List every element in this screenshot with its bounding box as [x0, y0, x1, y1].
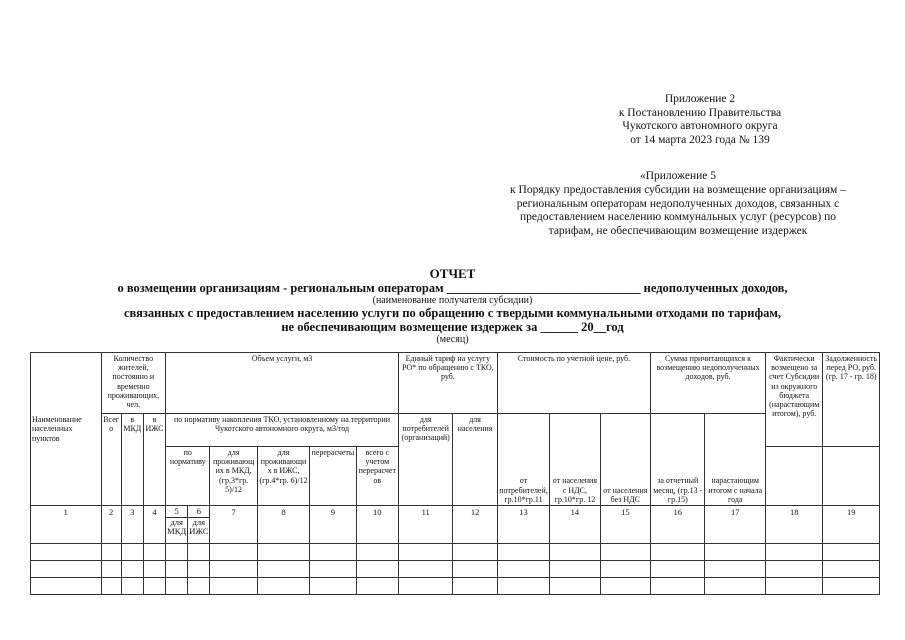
table-cell[interactable]: [823, 578, 880, 595]
table-cell[interactable]: [31, 561, 102, 578]
header-actual-blank: [765, 447, 822, 506]
header-total: Всего: [101, 414, 121, 506]
col-number: 1: [31, 506, 102, 544]
table-cell[interactable]: [453, 561, 497, 578]
appendix-line: к Постановлению Правительства: [618, 106, 782, 119]
table-cell[interactable]: [210, 561, 257, 578]
header-actual: Фактически возмещено за счет Субсидии из окружного бюджета (нарастающим итогом), руб.: [765, 353, 822, 447]
col-number: 17: [705, 506, 765, 544]
sub-mkd-label: для МКД: [167, 517, 187, 537]
table-cell[interactable]: [188, 578, 210, 595]
header-from-pop-novat: от населения без НДС: [600, 414, 650, 506]
col-number: 7: [210, 506, 257, 544]
table-cell[interactable]: [765, 561, 822, 578]
col-number: 3: [121, 506, 143, 544]
table-cell[interactable]: [166, 578, 188, 595]
col-number: 14: [550, 506, 600, 544]
table-cell[interactable]: [101, 561, 121, 578]
header-mkd-residents: для проживающих в МКД, (гр.3*гр. 5)/12: [210, 447, 257, 506]
table-cell[interactable]: [143, 561, 165, 578]
col-number: 13: [497, 506, 549, 544]
table-cell[interactable]: [166, 544, 188, 561]
column-numbers-row: [31, 506, 880, 544]
table-cell[interactable]: [398, 578, 452, 595]
table-cell[interactable]: [166, 561, 188, 578]
table-cell[interactable]: [705, 544, 765, 561]
header-by-norm: по нормативу: [166, 447, 210, 506]
header-mkd: в МКД: [121, 414, 143, 506]
table-cell[interactable]: [356, 544, 398, 561]
table-cell[interactable]: [651, 561, 705, 578]
report-title-line: связанных с предоставлением населению услуги по обращению с твердыми коммунальными отходами по тарифам,: [123, 306, 782, 320]
col-number: 15: [600, 506, 650, 544]
table-cell[interactable]: [823, 544, 880, 561]
col-number: 10: [356, 506, 398, 544]
col-number: 4: [143, 506, 165, 544]
appendix-line: от 14 марта 2023 года № 139: [630, 133, 770, 146]
header-population: для населения: [453, 414, 497, 506]
table-cell[interactable]: [188, 561, 210, 578]
header-settlements: Наименование населенных пунктов: [31, 353, 102, 506]
table-cell[interactable]: [257, 561, 309, 578]
table-cell[interactable]: [257, 544, 309, 561]
table-cell[interactable]: [497, 544, 549, 561]
header-from-pop-vat: от населения с НДС, гр.10*гр. 12: [550, 414, 600, 506]
table-cell[interactable]: [356, 578, 398, 595]
col-number: 9: [310, 506, 356, 544]
col-number-6: 6 для ИЖС: [188, 506, 210, 544]
header-consumers: для потребителей (организаций): [398, 414, 452, 506]
appendix-line: к Порядку предоставления субсидии на возмещение организациям –: [510, 183, 846, 196]
table-cell[interactable]: [453, 578, 497, 595]
header-cumulative: нарастающим итогом с начала года: [705, 414, 765, 506]
appendix-line: предоставлением населению коммунальных услуг (ресурсов) по: [520, 211, 836, 224]
table-cell[interactable]: [31, 544, 102, 561]
header-volume: Объем услуги, м3: [166, 353, 399, 414]
table-cell[interactable]: [121, 578, 143, 595]
table-cell[interactable]: [550, 578, 600, 595]
table-cell[interactable]: [550, 544, 600, 561]
col-number-5: 5 для МКД: [166, 506, 188, 544]
table-cell[interactable]: [497, 578, 549, 595]
table-cell[interactable]: [210, 578, 257, 595]
report-title-line: о возмещении организациям - региональным операторам _______________________________ недополученных доходов,: [117, 281, 788, 295]
table-cell[interactable]: [497, 561, 549, 578]
table-cell[interactable]: [600, 578, 650, 595]
table-cell[interactable]: [121, 561, 143, 578]
report-title-line: не обеспечивающим возмещение издержек за ______ 20__год: [281, 320, 624, 334]
header-period: за отчетный месяц, (гр.13 - гр.15): [651, 414, 705, 506]
table-cell[interactable]: [310, 544, 356, 561]
header-cost: Стоимость по учетной цене, руб.: [497, 353, 650, 414]
header-izhs-residents: для проживающих в ИЖС, (гр.4*гр. 6)/12: [257, 447, 309, 506]
header-debt: Задолженность перед РО, руб. (гр. 17 - гр. 18): [823, 353, 880, 447]
header-total-recalc: всего с учетом перерасчетов: [356, 447, 398, 506]
table-cell[interactable]: [257, 578, 309, 595]
header-debt-blank: [823, 447, 880, 506]
sub-izhs-label: для ИЖС: [189, 517, 209, 537]
header-tariff: Единый тариф на услугу РО* по обращению с ТКО, руб.: [398, 353, 497, 414]
appendix-line: Приложение 2: [664, 93, 736, 105]
col-number: 16: [651, 506, 705, 544]
table-cell[interactable]: [651, 544, 705, 561]
table-cell[interactable]: [101, 578, 121, 595]
table-cell[interactable]: [398, 544, 452, 561]
table-cell[interactable]: [310, 578, 356, 595]
table-cell[interactable]: [101, 544, 121, 561]
table-cell[interactable]: [453, 544, 497, 561]
table-row: [31, 561, 880, 578]
header-norm: по нормативу накопления ТКО, установленному на территории Чукотского автономного округа, м3/год: [166, 414, 399, 447]
header-residents: Количество жителей, постоянно и временно проживающих, чел.: [101, 353, 166, 414]
col-number: 2: [101, 506, 121, 544]
appendix5-header: [478, 170, 878, 239]
header-from-consumers: от потребителей, гр.10*гр.11: [497, 414, 549, 506]
table-row: [31, 544, 880, 561]
table-row: [31, 578, 880, 595]
col-number: 18: [765, 506, 822, 544]
appendix-line: тарифам, не обеспечивающим возмещение издержек: [548, 225, 808, 238]
header-recalc: перерасчеты: [310, 447, 356, 506]
report-table: [30, 352, 880, 595]
table-cell[interactable]: [765, 578, 822, 595]
table-cell[interactable]: [121, 544, 143, 561]
table-cell[interactable]: [600, 544, 650, 561]
table-cell[interactable]: [398, 561, 452, 578]
appendix-header: [520, 93, 880, 147]
recipient-note: (наименование получателя субсидии): [372, 295, 533, 306]
table-cell[interactable]: [310, 561, 356, 578]
header-izhs: в ИЖС: [143, 414, 165, 506]
table-cell[interactable]: [143, 544, 165, 561]
appendix-line: «Приложение 5: [639, 170, 717, 182]
table-cell[interactable]: [143, 578, 165, 595]
table-cell[interactable]: [651, 578, 705, 595]
table-cell[interactable]: [550, 561, 600, 578]
month-note: (месяц): [436, 334, 469, 345]
table-cell[interactable]: [823, 561, 880, 578]
table-cell[interactable]: [210, 544, 257, 561]
table-cell[interactable]: [188, 544, 210, 561]
col-number: 11: [398, 506, 452, 544]
table-cell[interactable]: [31, 578, 102, 595]
col-number: 12: [453, 506, 497, 544]
report-title: ОТЧЕТ: [429, 266, 476, 281]
appendix-line: Чукотского автономного округа: [622, 120, 778, 132]
report-title-block: [60, 266, 845, 345]
header-due: Сумма причитающихся к возмещению недополученных доходов, руб.: [651, 353, 766, 414]
col-number: 19: [823, 506, 880, 544]
table-cell[interactable]: [600, 561, 650, 578]
table-cell[interactable]: [705, 561, 765, 578]
col-number: 8: [257, 506, 309, 544]
appendix-line: региональным операторам недополученных доходов, связанных с: [516, 197, 840, 210]
table-cell[interactable]: [356, 561, 398, 578]
table-cell[interactable]: [705, 578, 765, 595]
table-cell[interactable]: [765, 544, 822, 561]
